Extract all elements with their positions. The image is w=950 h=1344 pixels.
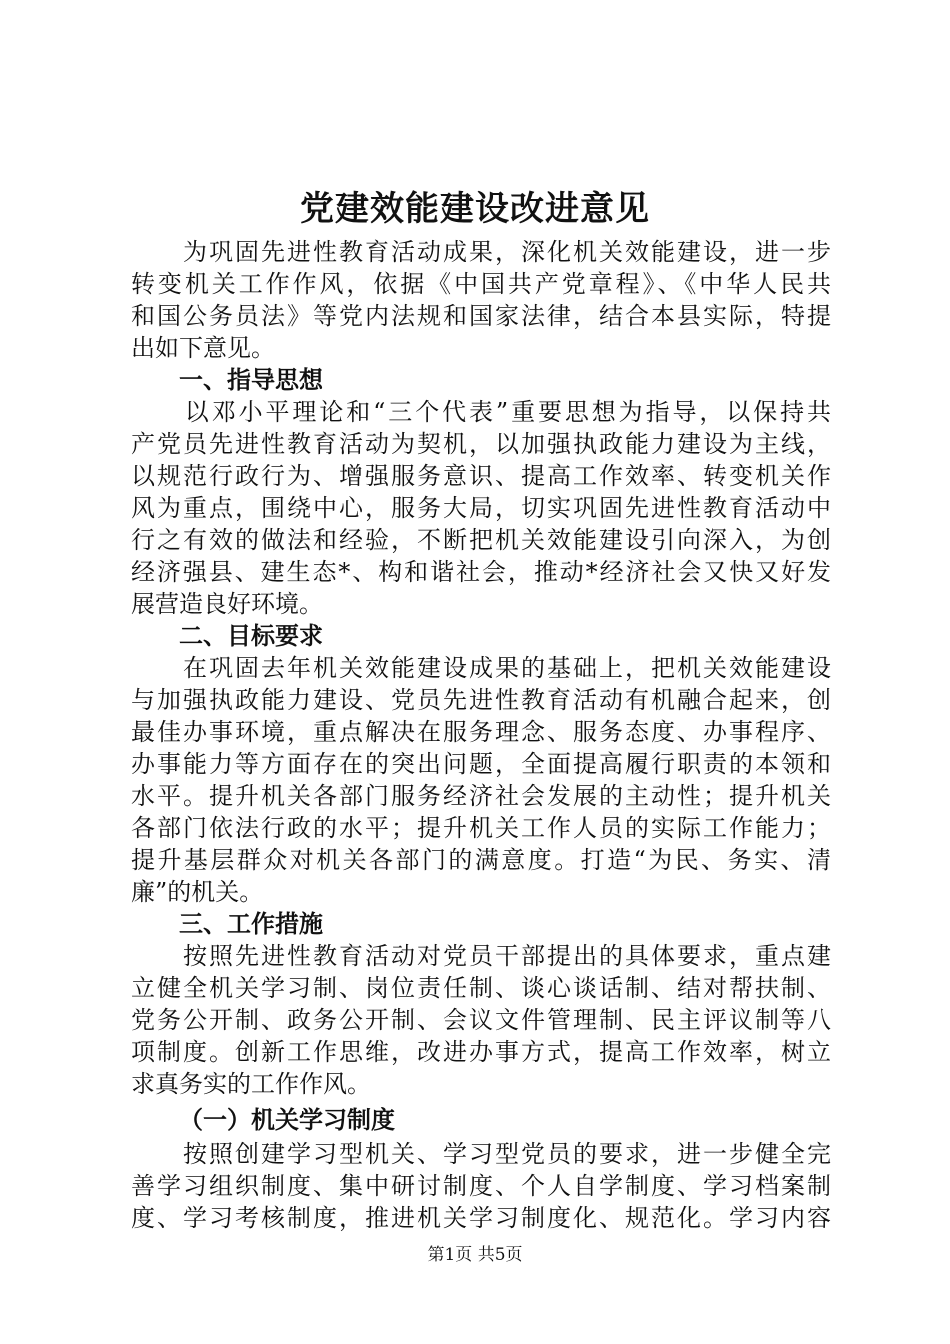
text-line: 与加强执政能力建设、党员先进性教育活动有机融合起来，创 xyxy=(131,686,831,714)
text-line: 出如下意见。 xyxy=(131,334,275,362)
text-line: 和国公务员法》等党内法规和国家法律，结合本县实际，特提 xyxy=(131,302,831,330)
text-line: 办事能力等方面存在的突出问题，全面提高履行职责的本领和 xyxy=(131,750,831,778)
subsection-paragraph-study-system xyxy=(131,1138,831,1234)
text-line: 以邓小平理论和“三个代表”重要思想为指导，以保持共 xyxy=(131,398,831,426)
text-line: 立健全机关学习制、岗位责任制、谈心谈话制、结对帮扶制、 xyxy=(131,974,831,1002)
page-number-footer: 第1页 共5页 xyxy=(427,1245,523,1265)
text-line: 党务公开制、政务公开制、会议文件管理制、民主评议制等八 xyxy=(131,1006,831,1034)
text-line: 按照先进性教育活动对党员干部提出的具体要求，重点建 xyxy=(131,942,831,970)
text-line: 按照创建学习型机关、学习型党员的要求，进一步健全完 xyxy=(131,1140,831,1168)
document-title: 党建效能建设改进意见 xyxy=(300,189,650,229)
text-line: 最佳办事环境，重点解决在服务理念、服务态度、办事程序、 xyxy=(131,718,831,746)
text-line: 水平。提升机关各部门服务经济社会发展的主动性；提升机关 xyxy=(131,782,831,810)
text-line: 各部门依法行政的水平；提升机关工作人员的实际工作能力； xyxy=(131,814,831,842)
subsection-heading-study-system: （一）机关学习制度 xyxy=(179,1106,395,1134)
section-heading-guiding-thought: 一、指导思想 xyxy=(179,366,323,394)
text-line: 求真务实的工作作风。 xyxy=(131,1070,371,1098)
intro-paragraph xyxy=(131,236,831,364)
text-line: 善学习组织制度、集中研讨制度、个人自学制度、学习档案制 xyxy=(131,1172,831,1200)
text-line: 以规范行政行为、增强服务意识、提高工作效率、转变机关作 xyxy=(131,462,831,490)
section-paragraph-guiding-thought xyxy=(131,396,831,620)
text-line: 在巩固去年机关效能建设成果的基础上，把机关效能建设 xyxy=(131,654,831,682)
text-line: 产党员先进性教育活动为契机，以加强执政能力建设为主线， xyxy=(131,430,831,458)
section-paragraph-goals xyxy=(131,652,831,908)
section-heading-goals: 二、目标要求 xyxy=(179,622,323,650)
text-line: 经济强县、建生态*、构和谐社会，推动*经济社会又快又好发 xyxy=(131,558,831,586)
text-line: 为巩固先进性教育活动成果，深化机关效能建设，进一步 xyxy=(131,238,831,266)
text-line: 廉”的机关。 xyxy=(131,878,264,906)
text-line: 提升基层群众对机关各部门的满意度。打造“为民、务实、清 xyxy=(131,846,831,874)
text-line: 展营造良好环境。 xyxy=(131,590,323,618)
text-line: 项制度。创新工作思维，改进办事方式，提高工作效率，树立 xyxy=(131,1038,831,1066)
section-paragraph-measures xyxy=(131,940,831,1100)
text-line: 风为重点，围绕中心，服务大局，切实巩固先进性教育活动中 xyxy=(131,494,831,522)
text-line: 度、学习考核制度，推进机关学习制度化、规范化。学习内容 xyxy=(131,1204,831,1232)
section-heading-measures: 三、工作措施 xyxy=(179,910,323,938)
text-line: 行之有效的做法和经验，不断把机关效能建设引向深入，为创 xyxy=(131,526,831,554)
text-line: 转变机关工作作风，依据《中国共产党章程》、《中华人民共 xyxy=(131,270,831,298)
document-body xyxy=(131,236,831,1234)
